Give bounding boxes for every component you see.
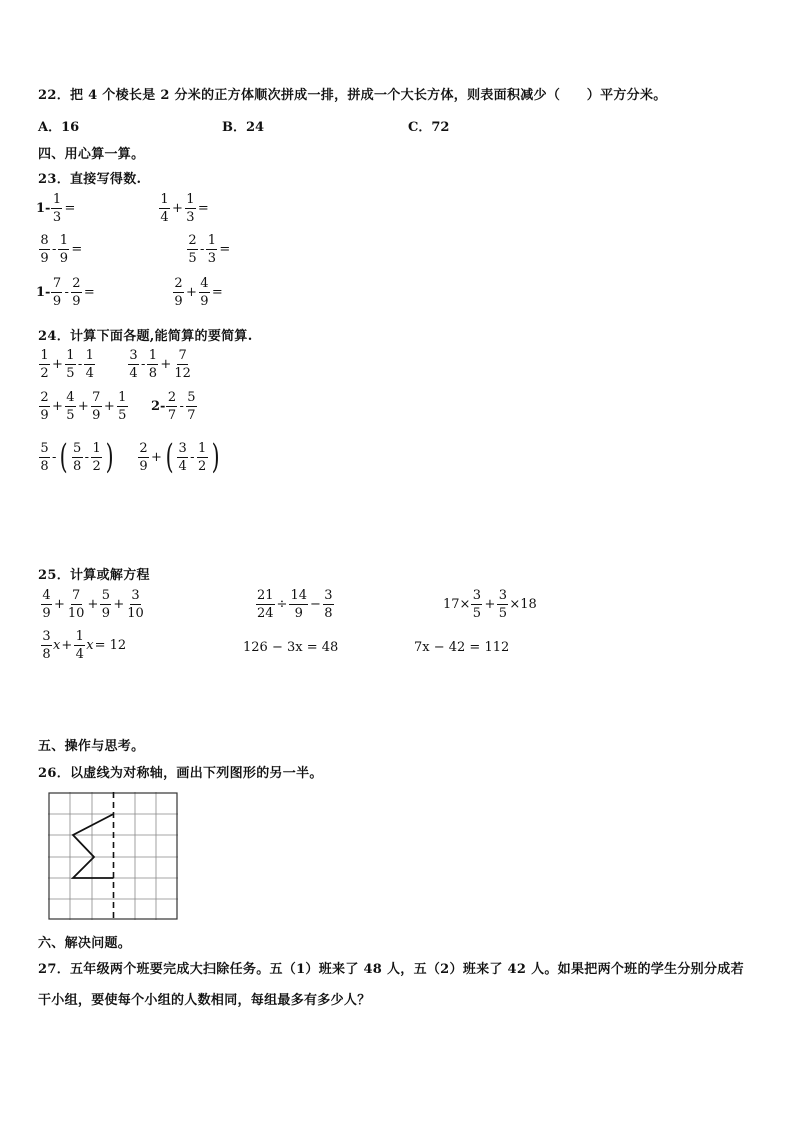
question-22: 22．把 4 个棱长是 2 分米的正方体顺次拼成一排，拼成一个大长方体，则表面积减少（ ）平方分米。 <box>38 88 667 103</box>
q23-expr-3 <box>38 234 83 265</box>
operator: + <box>61 638 73 653</box>
operator: - <box>200 242 205 257</box>
operator: + <box>484 597 496 612</box>
equals: = <box>211 285 223 300</box>
question-27-line-2: 干小组，要使每个小组的人数相同，每组最多有多少人？ <box>38 993 371 1008</box>
left-paren: ( <box>60 437 69 477</box>
q25-expr-4 <box>40 630 127 661</box>
operator: - <box>141 357 146 372</box>
symmetry-grid-figure <box>48 792 180 922</box>
q23-expr-5 <box>36 277 96 308</box>
operator: + <box>172 201 183 216</box>
question-27-line-1: 27．五年级两个班要完成大扫除任务。五（1）班来了 48 人，五（2）班来了 42 人。如果把两个班的学生分别分成若 <box>38 962 744 977</box>
fraction: $\frac{3}{4}$ <box>178 440 187 474</box>
q25-expr-6: 7x − 42 = 112 <box>414 640 510 655</box>
operator: + <box>87 597 99 612</box>
operator: - <box>77 357 83 372</box>
question-25-title: 25．计算或解方程 <box>38 568 150 583</box>
fraction: $\frac{4}{5}$ <box>66 390 75 423</box>
left-paren: ( <box>165 437 174 477</box>
fraction: $\frac{3}{4}$ <box>129 348 138 381</box>
fraction: $\frac{1}{2}$ <box>92 440 101 474</box>
rhs: = 12 <box>94 638 127 653</box>
fraction: $\frac{5}{8}$ <box>73 440 82 474</box>
fraction: $\frac{1}{4}$ <box>75 629 84 662</box>
option-b: B．24 <box>222 120 265 135</box>
prefix: 17× <box>443 597 471 612</box>
q23-expr-4 <box>186 234 231 265</box>
equals: = <box>219 242 231 257</box>
operator: - <box>179 399 184 414</box>
operator: ÷ <box>276 597 288 612</box>
fraction: $\frac{7}{12}$ <box>174 348 191 381</box>
operator: + <box>77 399 89 414</box>
fraction: $\frac{1}{9}$ <box>59 233 69 266</box>
fraction: $\frac{1}{5}$ <box>118 390 127 423</box>
operator: − <box>310 597 321 612</box>
fraction: $\frac{1}{8}$ <box>148 348 158 381</box>
fraction: $\frac{7}{10}$ <box>67 588 85 621</box>
fraction: $\frac{5}{9}$ <box>101 588 110 621</box>
fraction: $\frac{3}{8}$ <box>42 629 51 662</box>
prefix: 1- <box>36 285 51 300</box>
operator: + <box>186 285 197 300</box>
q23-expr-1 <box>36 193 76 224</box>
fraction: $\frac{1}{3}$ <box>207 233 217 266</box>
fraction: $\frac{21}{24}$ <box>257 588 274 621</box>
operator: - <box>190 449 195 465</box>
section-5-heading: 五、操作与思考。 <box>38 739 145 754</box>
q25-expr-2 <box>255 589 335 620</box>
q23-expr-2 <box>158 193 210 224</box>
option-c: C．72 <box>408 120 450 135</box>
fraction: $\frac{4}{9}$ <box>42 588 51 621</box>
operator: + <box>113 597 125 612</box>
q24-expr-3 <box>38 391 129 422</box>
operator: - <box>64 285 69 300</box>
operator: + <box>160 357 172 372</box>
fraction: $\frac{5}{8}$ <box>40 440 49 474</box>
question-26: 26．以虚线为对称轴，画出下列图形的另一半。 <box>38 766 323 781</box>
equals: = <box>64 201 76 216</box>
q25-expr-3 <box>443 589 537 620</box>
fraction: $\frac{3}{5}$ <box>472 588 482 621</box>
fraction: $\frac{3}{10}$ <box>127 588 144 621</box>
fraction: $\frac{7}{9}$ <box>52 276 62 309</box>
fraction: $\frac{2}{7}$ <box>167 390 177 423</box>
fraction: $\frac{5}{7}$ <box>187 390 196 423</box>
variable: x <box>53 638 61 653</box>
q24-expr-1 <box>38 349 96 380</box>
fraction: $\frac{3}{5}$ <box>498 588 507 621</box>
section-4-heading: 四、用心算一算。 <box>38 147 145 162</box>
fraction: $\frac{2}{5}$ <box>188 233 197 266</box>
q23-expr-6 <box>172 277 224 308</box>
q24-expr-2 <box>127 349 193 380</box>
half-shape <box>73 814 114 878</box>
fraction: $\frac{7}{9}$ <box>92 390 101 423</box>
fraction: $\frac{14}{9}$ <box>290 588 307 621</box>
equals: = <box>83 285 95 300</box>
q24-expr-5 <box>38 437 116 477</box>
operator: - <box>52 449 57 465</box>
q24-expr-4 <box>151 391 198 422</box>
fraction: $\frac{2}{9}$ <box>139 440 148 474</box>
operator: - <box>52 242 57 257</box>
fraction: $\frac{1}{4}$ <box>85 348 94 381</box>
option-a: A．16 <box>38 120 80 135</box>
fraction: $\frac{1}{3}$ <box>186 192 195 225</box>
operator: + <box>52 357 63 372</box>
fraction: $\frac{2}{9}$ <box>72 276 81 309</box>
fraction: $\frac{1}{4}$ <box>160 192 169 225</box>
fraction: $\frac{1}{5}$ <box>66 348 75 381</box>
fraction: $\frac{1}{2}$ <box>197 440 207 474</box>
question-23-title: 23．直接写得数. <box>38 172 142 187</box>
right-paren: ) <box>211 437 220 477</box>
fraction: $\frac{1}{3}$ <box>52 192 62 225</box>
suffix: ×18 <box>509 597 537 612</box>
section-6-heading: 六、解决问题。 <box>38 936 132 951</box>
operator: - <box>84 449 90 465</box>
fraction: $\frac{4}{9}$ <box>200 276 209 309</box>
fraction: $\frac{3}{8}$ <box>324 588 333 621</box>
right-paren: ) <box>105 437 114 477</box>
variable: x <box>86 638 94 653</box>
prefix: 2- <box>151 399 166 414</box>
operator: + <box>54 597 65 612</box>
q24-expr-6 <box>137 437 222 477</box>
operator: + <box>52 399 63 414</box>
fraction: $\frac{2}{9}$ <box>40 390 49 423</box>
equals: = <box>197 201 209 216</box>
operator: + <box>103 399 115 414</box>
q25-expr-1 <box>40 589 146 620</box>
fraction: $\frac{2}{9}$ <box>174 276 183 309</box>
question-24-title: 24．计算下面各题,能简算的要简算. <box>38 329 253 344</box>
fraction: $\frac{8}{9}$ <box>40 233 49 266</box>
fraction: $\frac{1}{2}$ <box>40 348 49 381</box>
q25-expr-5: 126 − 3x = 48 <box>243 640 339 655</box>
prefix: 1- <box>36 201 51 216</box>
equals: = <box>71 242 83 257</box>
operator: + <box>151 449 162 465</box>
